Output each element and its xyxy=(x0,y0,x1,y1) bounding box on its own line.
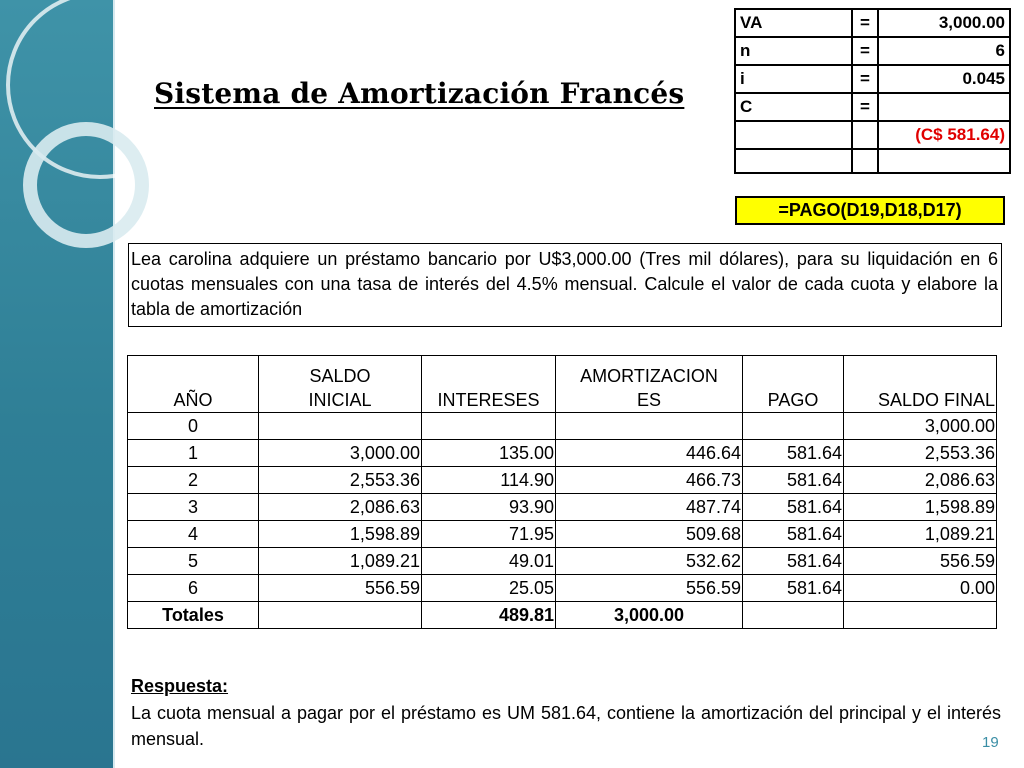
cell-amortization: 466.73 xyxy=(556,467,743,494)
answer-text: La cuota mensual a pagar por el préstamo es UM 581.64, contiene la amortización del principal y el interés mensual. xyxy=(131,703,1001,749)
ring-small xyxy=(30,129,142,241)
cell-initial-balance xyxy=(259,413,422,440)
formula-cell: =PAGO(D19,D18,D17) xyxy=(735,196,1005,225)
cell-payment: 581.64 xyxy=(743,440,844,467)
cell-interest: 25.05 xyxy=(422,575,556,602)
param-value: 0.045 xyxy=(878,65,1010,93)
table-row xyxy=(128,494,997,521)
cell-final-balance: 2,553.36 xyxy=(844,440,997,467)
param-label: C xyxy=(735,93,852,121)
cell-interest: 135.00 xyxy=(422,440,556,467)
empty-cell xyxy=(878,149,1010,173)
amortization-table xyxy=(127,355,997,629)
col-header-interest-label: INTERESES xyxy=(437,390,540,410)
param-equals: = xyxy=(852,93,878,121)
param-equals xyxy=(852,121,878,149)
col-header-final xyxy=(844,356,997,413)
col-header-final-label: SALDO FINAL xyxy=(877,390,995,410)
param-equals: = xyxy=(852,37,878,65)
param-row xyxy=(735,37,1010,65)
cell-final-balance: 3,000.00 xyxy=(844,413,997,440)
col-header-amortization xyxy=(556,356,743,413)
totals-row xyxy=(128,602,997,629)
cell-year: 0 xyxy=(128,413,259,440)
table-row xyxy=(128,467,997,494)
param-label: n xyxy=(735,37,852,65)
cell-final-balance: 0.00 xyxy=(844,575,997,602)
slide-title: Sistema de Amortización Francés xyxy=(154,77,685,110)
cell-year: 1 xyxy=(128,440,259,467)
parameters-table xyxy=(734,8,1011,174)
cell-payment: 581.64 xyxy=(743,575,844,602)
col-header-year xyxy=(128,356,259,413)
table-row xyxy=(128,575,997,602)
param-label: i xyxy=(735,65,852,93)
param-row-empty xyxy=(735,149,1010,173)
col-header-year-label: AÑO xyxy=(173,390,213,410)
cell-final-balance: 2,086.63 xyxy=(844,467,997,494)
cell-interest: 49.01 xyxy=(422,548,556,575)
cell-interest: 93.90 xyxy=(422,494,556,521)
col-header-interest xyxy=(422,356,556,413)
param-label xyxy=(735,121,852,149)
totals-final-empty xyxy=(844,602,997,629)
empty-cell xyxy=(852,149,878,173)
totals-label: Totales xyxy=(128,602,259,629)
cell-payment: 581.64 xyxy=(743,494,844,521)
cell-final-balance: 1,598.89 xyxy=(844,494,997,521)
cell-amortization: 509.68 xyxy=(556,521,743,548)
param-row xyxy=(735,65,1010,93)
cell-payment: 581.64 xyxy=(743,548,844,575)
param-row xyxy=(735,9,1010,37)
cell-final-balance: 1,089.21 xyxy=(844,521,997,548)
cell-amortization: 446.64 xyxy=(556,440,743,467)
cell-amortization xyxy=(556,413,743,440)
page-number: 19 xyxy=(982,734,999,751)
param-label: VA xyxy=(735,9,852,37)
cell-amortization: 532.62 xyxy=(556,548,743,575)
cell-interest: 71.95 xyxy=(422,521,556,548)
col-header-initial xyxy=(259,356,422,413)
cell-initial-balance: 2,553.36 xyxy=(259,467,422,494)
cell-amortization: 487.74 xyxy=(556,494,743,521)
param-equals: = xyxy=(852,65,878,93)
col-header-initial-line1: SALDO xyxy=(309,366,371,386)
param-row xyxy=(735,121,1010,149)
cell-year: 4 xyxy=(128,521,259,548)
cell-initial-balance: 1,089.21 xyxy=(259,548,422,575)
cell-amortization: 556.59 xyxy=(556,575,743,602)
col-header-payment-label: PAGO xyxy=(767,390,819,410)
totals-interest: 489.81 xyxy=(422,602,556,629)
payment-result: (C$ 581.64) xyxy=(878,121,1010,149)
empty-cell xyxy=(735,149,852,173)
cell-year: 2 xyxy=(128,467,259,494)
totals-initial-empty xyxy=(259,602,422,629)
table-row xyxy=(128,521,997,548)
table-row xyxy=(128,413,997,440)
col-header-amortization-line1: AMORTIZACION xyxy=(580,366,718,386)
cell-year: 5 xyxy=(128,548,259,575)
param-value: 3,000.00 xyxy=(878,9,1010,37)
col-header-initial-line2: INICIAL xyxy=(308,390,372,410)
cell-payment xyxy=(743,413,844,440)
cell-payment: 581.64 xyxy=(743,467,844,494)
problem-statement: Lea carolina adquiere un préstamo bancario por U$3,000.00 (Tres mil dólares), para su liquidación en 6 cuotas mensuales con una tasa de interés del 4.5% mensual. Calcule el valor de cada cuota y elabore la tabla de amortización xyxy=(128,243,1002,327)
col-header-amortization-line2: ES xyxy=(636,390,661,410)
param-value xyxy=(878,93,1010,121)
cell-initial-balance: 2,086.63 xyxy=(259,494,422,521)
cell-initial-balance: 1,598.89 xyxy=(259,521,422,548)
param-equals: = xyxy=(852,9,878,37)
cell-interest: 114.90 xyxy=(422,467,556,494)
totals-amortization: 3,000.00 xyxy=(556,602,743,629)
header-row xyxy=(128,356,997,413)
cell-initial-balance: 3,000.00 xyxy=(259,440,422,467)
cell-initial-balance: 556.59 xyxy=(259,575,422,602)
cell-final-balance: 556.59 xyxy=(844,548,997,575)
cell-payment: 581.64 xyxy=(743,521,844,548)
col-header-payment xyxy=(743,356,844,413)
table-row xyxy=(128,440,997,467)
cell-interest xyxy=(422,413,556,440)
cell-year: 3 xyxy=(128,494,259,521)
param-value: 6 xyxy=(878,37,1010,65)
table-row xyxy=(128,548,997,575)
totals-payment-empty xyxy=(743,602,844,629)
cell-year: 6 xyxy=(128,575,259,602)
param-row xyxy=(735,93,1010,121)
answer-label: Respuesta: xyxy=(131,676,229,696)
